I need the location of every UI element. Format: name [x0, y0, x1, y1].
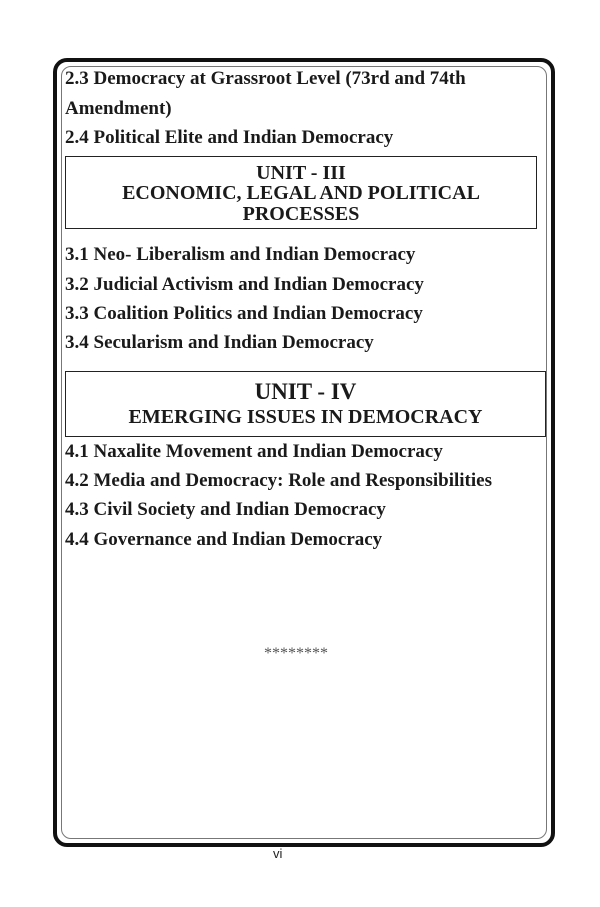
syllabus-item-3-1: 3.1 Neo- Liberalism and Indian Democracy: [65, 244, 416, 265]
syllabus-item-2-4: 2.4 Political Elite and Indian Democracy: [65, 127, 394, 148]
syllabus-item-3-4: 3.4 Secularism and Indian Democracy: [65, 332, 374, 353]
syllabus-item-4-1: 4.1 Naxalite Movement and Indian Democracy: [65, 441, 443, 462]
syllabus-item-3-2: 3.2 Judicial Activism and Indian Democracy: [65, 274, 424, 295]
page-number: vi: [273, 846, 283, 861]
unit-4-heading-box: [65, 371, 546, 437]
unit-4-subtitle: EMERGING ISSUES IN DEMOCRACY: [128, 406, 483, 428]
unit-3-subtitle-line2: PROCESSES: [242, 203, 360, 225]
syllabus-item-3-3: 3.3 Coalition Politics and Indian Democracy: [65, 303, 423, 324]
syllabus-item-2-3: 2.3 Democracy at Grassroot Level (73rd and 74th: [65, 68, 466, 89]
unit-3-subtitle-line1: ECONOMIC, LEGAL AND POLITICAL: [122, 182, 480, 204]
unit-3-heading-box: [65, 156, 537, 229]
syllabus-item-4-2: 4.2 Media and Democracy: Role and Responsibilities: [65, 470, 492, 491]
section-separator: ********: [264, 645, 328, 662]
unit-4-title: UNIT - IV: [254, 379, 357, 404]
syllabus-item-4-4: 4.4 Governance and Indian Democracy: [65, 529, 383, 550]
syllabus-item-4-3: 4.3 Civil Society and Indian Democracy: [65, 499, 386, 520]
syllabus-item-2-3-cont: Amendment): [65, 98, 172, 119]
unit-3-title: UNIT - III: [256, 162, 346, 184]
